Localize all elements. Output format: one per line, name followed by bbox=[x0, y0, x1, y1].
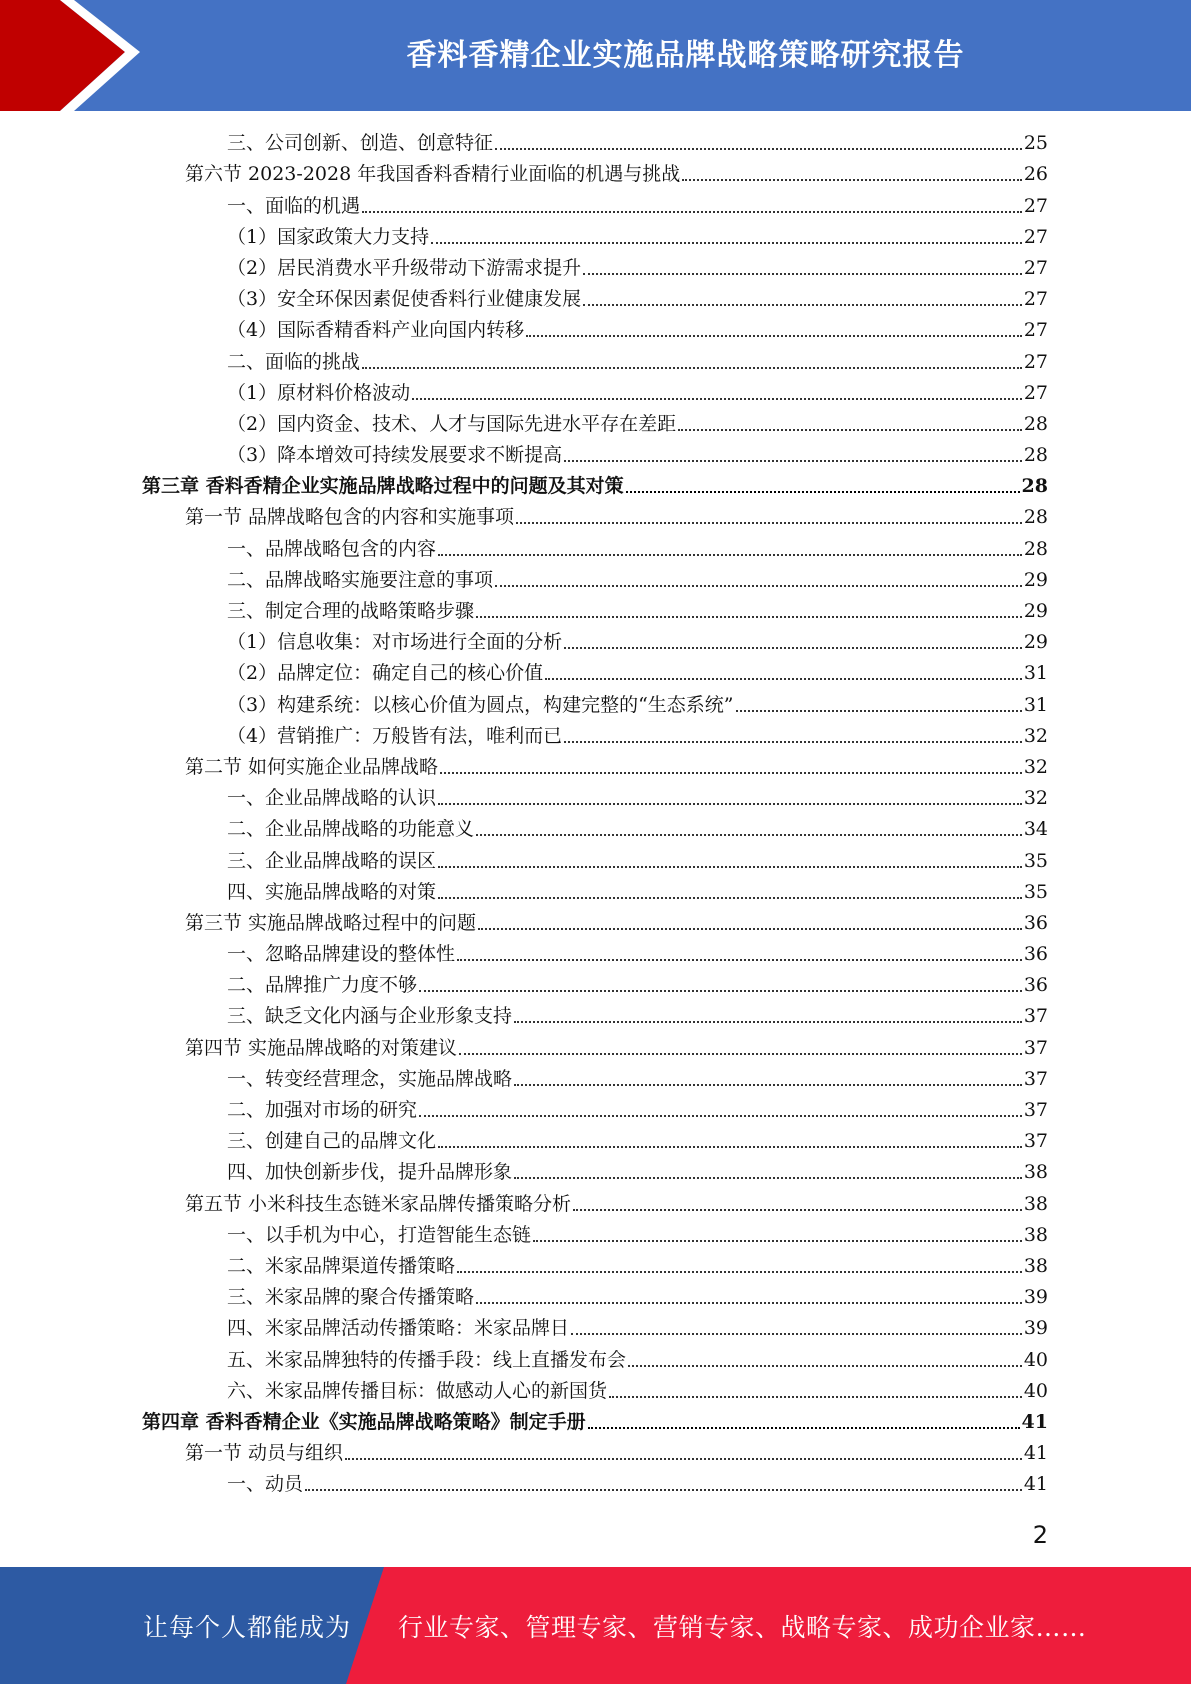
toc-entry[interactable] bbox=[142, 626, 1048, 657]
toc-dot-leader bbox=[514, 1021, 1022, 1023]
toc-entry[interactable] bbox=[142, 189, 1048, 220]
toc-dot-leader bbox=[362, 367, 1022, 369]
toc-dot-leader bbox=[438, 803, 1022, 805]
toc-entry[interactable] bbox=[142, 1468, 1048, 1499]
toc-entry-page: 28 bbox=[1021, 475, 1048, 498]
toc-entry-page: 37 bbox=[1023, 1067, 1048, 1090]
toc-entry-label: （2）居民消费水平升级带动下游需求提升 bbox=[227, 256, 582, 279]
toc-entry[interactable] bbox=[142, 314, 1048, 345]
toc-entry-label: 一、动员 bbox=[227, 1473, 304, 1496]
toc-dot-leader bbox=[526, 335, 1022, 337]
toc-entry-label: 第四章 香料香精企业《实施品牌战略策略》制定手册 bbox=[142, 1410, 586, 1433]
toc-entry[interactable] bbox=[142, 252, 1048, 283]
toc-dot-leader bbox=[438, 1146, 1022, 1148]
toc-entry[interactable] bbox=[142, 127, 1048, 158]
toc-entry-label: （3）安全环保因素促使香料行业健康发展 bbox=[227, 288, 582, 311]
toc-entry[interactable] bbox=[142, 1219, 1048, 1250]
toc-entry-label: （1）国家政策大力支持 bbox=[227, 225, 430, 248]
toc-entry-page: 31 bbox=[1023, 693, 1048, 716]
toc-entry-page: 29 bbox=[1023, 568, 1048, 591]
toc-entry-label: 第三章 香料香精企业实施品牌战略过程中的问题及其对策 bbox=[142, 475, 624, 498]
toc-dot-leader bbox=[533, 1240, 1022, 1242]
page-footer bbox=[0, 1567, 1191, 1684]
toc-entry-label: 一、品牌战略包含的内容 bbox=[227, 537, 437, 560]
toc-entry[interactable] bbox=[142, 720, 1048, 751]
toc-entry[interactable] bbox=[142, 564, 1048, 595]
toc-entry-page: 28 bbox=[1023, 537, 1048, 560]
toc-entry-label: 二、品牌推广力度不够 bbox=[227, 974, 418, 997]
toc-dot-leader bbox=[478, 928, 1022, 930]
toc-dot-leader bbox=[419, 1115, 1022, 1117]
toc-entry[interactable] bbox=[142, 1187, 1048, 1218]
toc-entry[interactable] bbox=[142, 1125, 1048, 1156]
toc-entry-label: 第二节 如何实施企业品牌战略 bbox=[185, 755, 439, 778]
toc-dot-leader bbox=[495, 585, 1022, 587]
toc-entry-page: 25 bbox=[1023, 132, 1048, 155]
toc-dot-leader bbox=[628, 1365, 1022, 1367]
table-of-contents bbox=[142, 127, 1048, 1499]
toc-entry-label: 三、缺乏文化内涵与企业形象支持 bbox=[227, 1005, 513, 1028]
toc-entry-page: 36 bbox=[1023, 911, 1048, 934]
toc-entry-page: 27 bbox=[1023, 225, 1048, 248]
toc-entry-label: 三、创建自己的品牌文化 bbox=[227, 1130, 437, 1153]
toc-entry-page: 27 bbox=[1023, 319, 1048, 342]
toc-entry[interactable] bbox=[142, 1063, 1048, 1094]
toc-entry-label: （2）国内资金、技术、人才与国际先进水平存在差距 bbox=[227, 412, 677, 435]
toc-entry-page: 41 bbox=[1023, 1442, 1048, 1465]
toc-entry-page: 27 bbox=[1023, 381, 1048, 404]
toc-entry-label: （4）营销推广：万般皆有法，唯利而已 bbox=[227, 724, 563, 747]
toc-dot-leader bbox=[438, 866, 1022, 868]
toc-entry[interactable] bbox=[142, 657, 1048, 688]
toc-entry-label: （2）品牌定位：确定自己的核心价值 bbox=[227, 662, 544, 685]
toc-entry[interactable] bbox=[142, 439, 1048, 470]
toc-dot-leader bbox=[438, 554, 1022, 556]
toc-entry-page: 40 bbox=[1023, 1379, 1048, 1402]
toc-dot-leader bbox=[457, 959, 1022, 961]
toc-entry-page: 39 bbox=[1023, 1317, 1048, 1340]
toc-dot-leader bbox=[583, 304, 1022, 306]
toc-dot-leader bbox=[440, 772, 1022, 774]
toc-dot-leader bbox=[514, 1084, 1022, 1086]
toc-dot-leader bbox=[514, 1177, 1022, 1179]
toc-entry-page: 40 bbox=[1023, 1348, 1048, 1371]
toc-entry-label: 一、企业品牌战略的认识 bbox=[227, 787, 437, 810]
toc-entry-label: （3）降本增效可持续发展要求不断提高 bbox=[227, 444, 563, 467]
toc-entry-label: 三、米家品牌的聚合传播策略 bbox=[227, 1286, 475, 1309]
toc-entry[interactable] bbox=[142, 813, 1048, 844]
toc-entry-page: 32 bbox=[1023, 724, 1048, 747]
toc-entry-label: 第五节 小米科技生态链米家品牌传播策略分析 bbox=[185, 1192, 572, 1215]
toc-entry[interactable] bbox=[142, 158, 1048, 189]
toc-entry-label: 三、公司创新、创造、创意特征 bbox=[227, 132, 494, 155]
toc-dot-leader bbox=[438, 897, 1022, 899]
toc-dot-leader bbox=[459, 1053, 1022, 1055]
page-header bbox=[0, 0, 1191, 111]
toc-entry[interactable] bbox=[142, 1343, 1048, 1374]
toc-dot-leader bbox=[564, 647, 1022, 649]
toc-entry-label: 三、制定合理的战略策略步骤 bbox=[227, 600, 475, 622]
report-title: 香料香精企业实施品牌战略策略研究报告 bbox=[406, 38, 965, 73]
toc-entry[interactable] bbox=[142, 688, 1048, 719]
toc-entry-label: 第四节 实施品牌战略的对策建议 bbox=[185, 1036, 458, 1059]
toc-dot-leader bbox=[412, 398, 1022, 400]
toc-entry-label: 一、面临的机遇 bbox=[227, 194, 361, 217]
toc-entry-page: 28 bbox=[1023, 412, 1048, 435]
toc-entry-page: 27 bbox=[1023, 350, 1048, 373]
toc-entry-page: 27 bbox=[1023, 256, 1048, 279]
toc-entry-page: 35 bbox=[1023, 880, 1048, 903]
toc-dot-leader bbox=[545, 678, 1022, 680]
toc-entry[interactable] bbox=[142, 1250, 1048, 1281]
toc-entry[interactable] bbox=[142, 782, 1048, 813]
toc-chapter-entry[interactable] bbox=[142, 1406, 1048, 1437]
toc-dot-leader bbox=[362, 211, 1022, 213]
footer-slogan-left: 让每个人都能成为 bbox=[143, 1612, 352, 1642]
toc-entry[interactable] bbox=[142, 501, 1048, 532]
toc-dot-leader bbox=[609, 1396, 1022, 1398]
toc-entry-page: 41 bbox=[1021, 1410, 1048, 1433]
toc-entry[interactable] bbox=[142, 1094, 1048, 1125]
toc-dot-leader bbox=[571, 1333, 1022, 1335]
toc-entry[interactable] bbox=[142, 844, 1048, 875]
toc-dot-leader bbox=[476, 616, 1022, 618]
toc-dot-leader bbox=[736, 710, 1022, 712]
toc-dot-leader bbox=[431, 242, 1022, 244]
toc-entry-label: 二、米家品牌渠道传播策略 bbox=[227, 1254, 456, 1277]
toc-entry-page: 31 bbox=[1023, 662, 1048, 685]
toc-entry-label: 二、加强对市场的研究 bbox=[227, 1099, 418, 1121]
page-number: 2 bbox=[1032, 1521, 1048, 1549]
toc-entry-label: 第一节 动员与组织 bbox=[185, 1442, 344, 1465]
toc-entry[interactable] bbox=[142, 221, 1048, 252]
toc-entry-page: 38 bbox=[1023, 1161, 1048, 1184]
toc-entry-label: 第三节 实施品牌战略过程中的问题 bbox=[185, 911, 477, 934]
toc-entry[interactable] bbox=[142, 751, 1048, 782]
toc-entry-page: 26 bbox=[1023, 163, 1048, 186]
toc-entry[interactable] bbox=[142, 1000, 1048, 1031]
toc-entry-label: 二、企业品牌战略的功能意义 bbox=[227, 818, 475, 841]
toc-entry-label: 四、加快创新步伐，提升品牌形象 bbox=[227, 1161, 513, 1184]
toc-entry-page: 38 bbox=[1023, 1223, 1048, 1246]
toc-entry-label: 六、米家品牌传播目标：做感动人心的新国货 bbox=[227, 1379, 608, 1402]
toc-entry-page: 37 bbox=[1023, 1005, 1048, 1028]
toc-entry[interactable] bbox=[142, 283, 1048, 314]
toc-entry[interactable] bbox=[142, 969, 1048, 1000]
toc-entry-label: 四、实施品牌战略的对策 bbox=[227, 880, 437, 903]
toc-entry-page: 38 bbox=[1023, 1254, 1048, 1277]
toc-dot-leader bbox=[682, 179, 1022, 181]
toc-dot-leader bbox=[588, 1427, 1020, 1429]
toc-dot-leader bbox=[345, 1458, 1022, 1460]
toc-chapter-entry[interactable] bbox=[142, 470, 1048, 501]
toc-entry-page: 28 bbox=[1023, 506, 1048, 529]
toc-dot-leader bbox=[419, 990, 1022, 992]
toc-entry-label: 二、品牌战略实施要注意的事项 bbox=[227, 568, 494, 591]
toc-dot-leader bbox=[305, 1489, 1022, 1491]
footer-slogan-right: 行业专家、管理专家、营销专家、战略专家、成功企业家…… bbox=[398, 1612, 1087, 1642]
toc-entry-label: （1）信息收集：对市场进行全面的分析 bbox=[227, 631, 563, 654]
toc-entry[interactable] bbox=[142, 938, 1048, 969]
toc-entry-label: 五、米家品牌独特的传播手段：线上直播发布会 bbox=[227, 1348, 627, 1371]
toc-entry[interactable] bbox=[142, 532, 1048, 563]
toc-entry-page: 38 bbox=[1023, 1192, 1048, 1215]
toc-entry-label: 一、忽略品牌建设的整体性 bbox=[227, 943, 456, 966]
toc-entry[interactable] bbox=[142, 876, 1048, 907]
toc-entry-page: 27 bbox=[1023, 288, 1048, 311]
toc-entry[interactable] bbox=[142, 907, 1048, 938]
toc-entry[interactable] bbox=[142, 1312, 1048, 1343]
toc-entry-page: 29 bbox=[1023, 631, 1048, 654]
toc-entry-page: 27 bbox=[1023, 194, 1048, 217]
toc-entry[interactable] bbox=[142, 1437, 1048, 1468]
toc-dot-leader bbox=[476, 1302, 1022, 1304]
red-chevron-decoration bbox=[0, 0, 150, 111]
toc-dot-leader bbox=[583, 273, 1022, 275]
toc-entry[interactable] bbox=[142, 595, 1048, 626]
toc-entry[interactable] bbox=[142, 1281, 1048, 1312]
toc-entry-page: 37 bbox=[1023, 1099, 1048, 1121]
toc-entry[interactable] bbox=[142, 377, 1048, 408]
toc-dot-leader bbox=[516, 522, 1022, 524]
toc-entry-label: 第一节 品牌战略包含的内容和实施事项 bbox=[185, 506, 515, 529]
toc-entry-label: 三、企业品牌战略的误区 bbox=[227, 849, 437, 872]
toc-dot-leader bbox=[457, 1271, 1022, 1273]
toc-entry-page: 29 bbox=[1023, 600, 1048, 622]
toc-dot-leader bbox=[626, 491, 1020, 493]
toc-entry-page: 35 bbox=[1023, 849, 1048, 872]
toc-dot-leader bbox=[573, 1209, 1022, 1211]
toc-entry-label: （1）原材料价格波动 bbox=[227, 381, 411, 404]
toc-entry-label: 第六节 2023-2028 年我国香料香精行业面临的机遇与挑战 bbox=[185, 163, 681, 186]
toc-entry[interactable] bbox=[142, 1031, 1048, 1062]
toc-dot-leader bbox=[476, 834, 1022, 836]
toc-entry-label: （4）国际香精香料产业向国内转移 bbox=[227, 319, 525, 342]
toc-entry-page: 37 bbox=[1023, 1130, 1048, 1153]
toc-entry[interactable] bbox=[142, 1375, 1048, 1406]
toc-entry-label: 四、米家品牌活动传播策略：米家品牌日 bbox=[227, 1317, 570, 1340]
toc-entry-page: 39 bbox=[1023, 1286, 1048, 1309]
toc-dot-leader bbox=[564, 741, 1022, 743]
toc-entry[interactable] bbox=[142, 1156, 1048, 1187]
toc-dot-leader bbox=[564, 460, 1022, 462]
toc-entry-page: 41 bbox=[1023, 1473, 1048, 1496]
toc-entry-page: 28 bbox=[1023, 444, 1048, 467]
toc-entry-page: 34 bbox=[1023, 818, 1048, 841]
toc-entry-page: 32 bbox=[1023, 755, 1048, 778]
toc-entry-label: 二、面临的挑战 bbox=[227, 350, 361, 373]
toc-entry-page: 36 bbox=[1023, 943, 1048, 966]
toc-entry-page: 37 bbox=[1023, 1036, 1048, 1059]
toc-entry-page: 32 bbox=[1023, 787, 1048, 810]
toc-entry[interactable] bbox=[142, 408, 1048, 439]
toc-entry[interactable] bbox=[142, 345, 1048, 376]
toc-entry-label: （3）构建系统：以核心价值为圆点，构建完整的“生态系统” bbox=[227, 693, 734, 716]
toc-entry-label: 一、以手机为中心，打造智能生态链 bbox=[227, 1223, 532, 1246]
toc-entry-label: 一、转变经营理念，实施品牌战略 bbox=[227, 1067, 513, 1090]
toc-dot-leader bbox=[678, 429, 1022, 431]
toc-entry-page: 36 bbox=[1023, 974, 1048, 997]
toc-dot-leader bbox=[495, 148, 1022, 150]
